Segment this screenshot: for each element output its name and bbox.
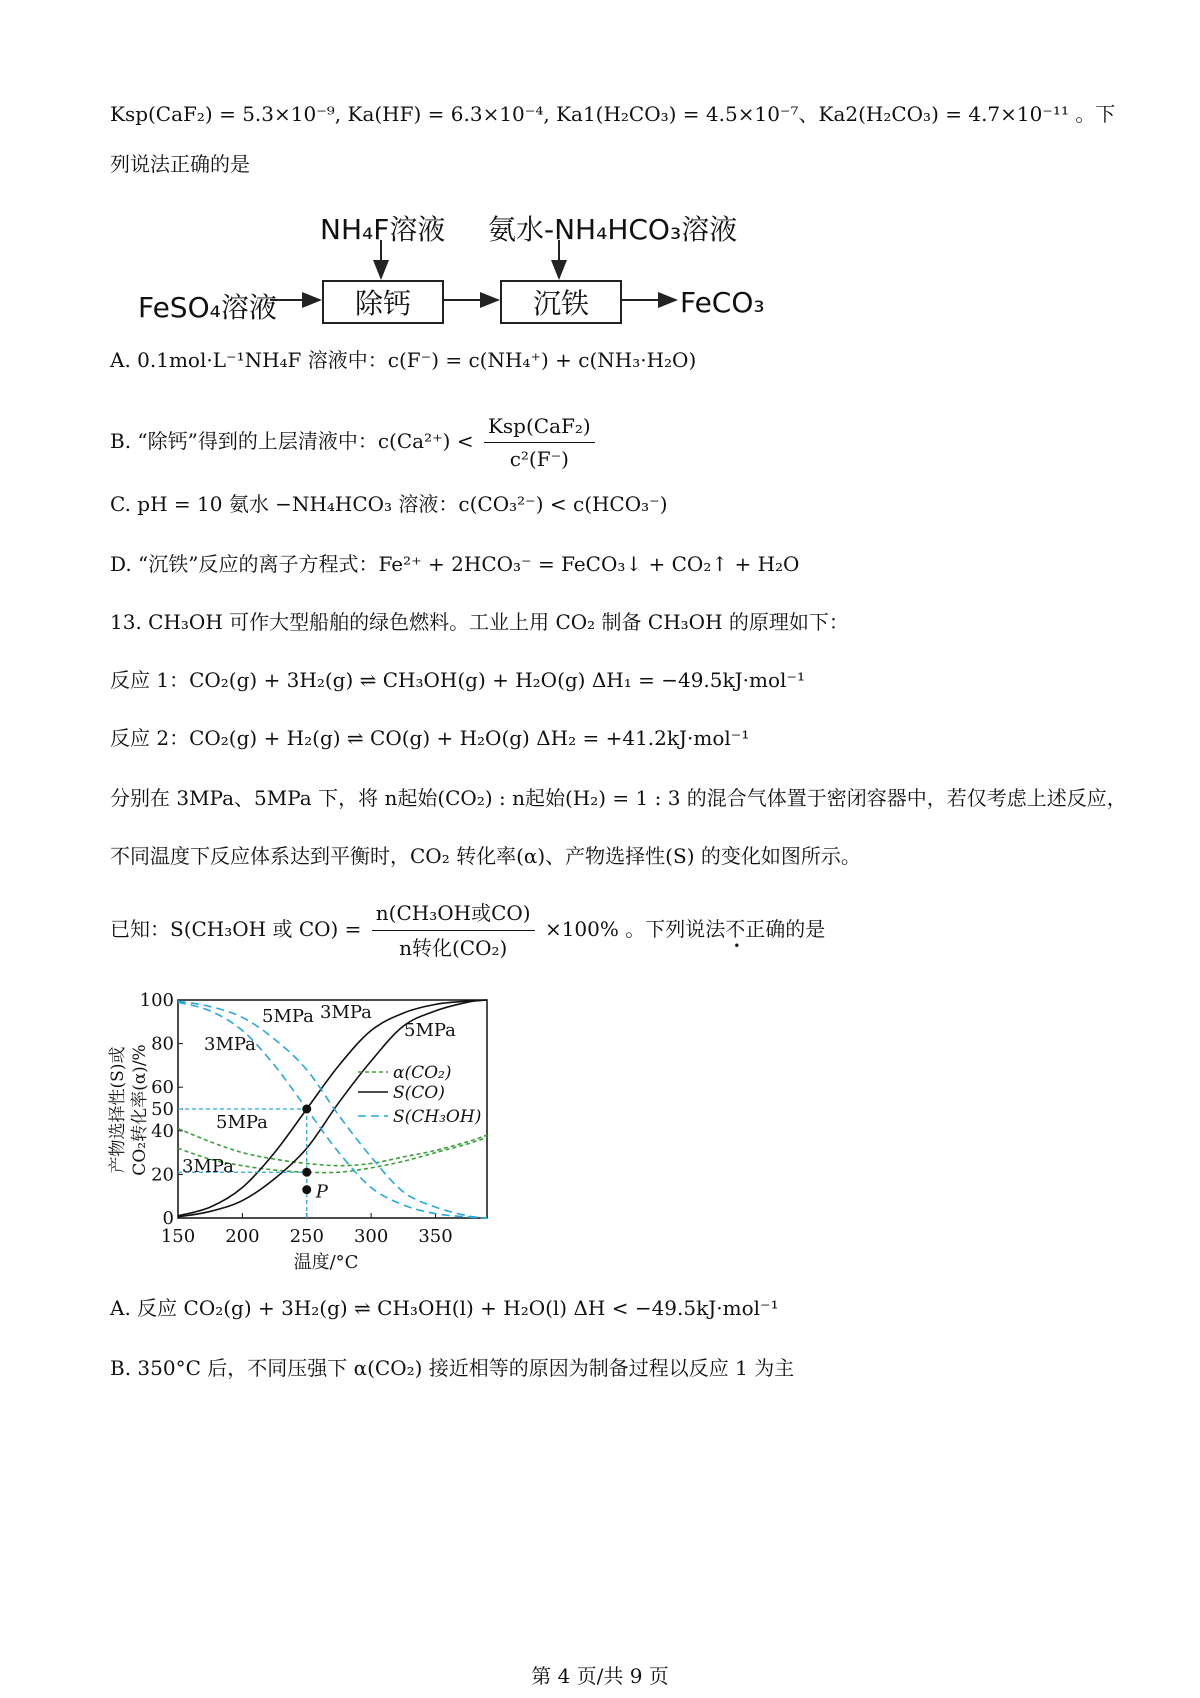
q12-option-b-fraction: [484, 412, 595, 473]
q12-option-d: D. “沉铁”反应的离子方程式：Fe²⁺ + 2HCO₃⁻ = FeCO₃↓ + CO₂↑ + H₂O: [110, 552, 800, 576]
q13-fraction-numerator: n(CH₃OH或CO): [372, 898, 535, 931]
q13-known-suffix-b: 正确的是: [745, 917, 826, 941]
x-tick-label: 250: [289, 1226, 324, 1247]
flow-arrows: [0, 0, 1200, 340]
y-axis-label-2: CO₂转化率(α)/%: [130, 1044, 150, 1176]
y-tick-label: 20: [151, 1164, 174, 1186]
ksp-constants: Ksp(CaF₂) = 5.3×10⁻⁹, Ka(HF) = 6.3×10⁻⁴, Ka1(H₂CO₃) = 4.5×10⁻⁷、Ka2(H₂CO₃) = 4.7×10⁻¹¹ 。下: [110, 102, 1116, 126]
q13-reaction-1: 反应 1：CO₂(g) + 3H₂(g) ⇌ CH₃OH(g) + H₂O(g) ΔH₁ = −49.5kJ·mol⁻¹: [110, 668, 805, 692]
y-tick-label: 40: [151, 1120, 174, 1142]
x-axis-label: 温度/°C: [293, 1252, 359, 1273]
question-12-stem-end: 列说法正确的是: [110, 152, 250, 176]
curve-label-1: 3MPa: [320, 1002, 372, 1023]
legend-label-1: S(CO): [393, 1083, 445, 1103]
x-tick-label: 150: [160, 1226, 196, 1247]
point-P: [302, 1185, 311, 1194]
curve-label-0: 5MPa: [262, 1006, 314, 1027]
y-tick-label: 100: [139, 990, 174, 1011]
q13-stem: 13. CH₃OH 可作大型船舶的绿色燃料。工业上用 CO₂ 制备 CH₃OH 的原理如下：: [110, 610, 849, 634]
curve-label-5: 3MPa: [182, 1156, 234, 1177]
legend-label-2: S(CH₃OH): [393, 1107, 482, 1127]
x-tick-label: 300: [353, 1226, 389, 1247]
y-tick-label: 50: [151, 1099, 174, 1120]
x-tick-label: 200: [225, 1226, 260, 1247]
y-tick-label: 80: [151, 1033, 174, 1055]
q13-known-prefix: 已知：S(CH₃OH 或 CO) =: [110, 917, 362, 941]
q13-fraction-denominator: n转化(CO₂): [399, 936, 508, 960]
legend-label-0: α(CO₂): [393, 1063, 452, 1083]
chart-labels: [182, 1002, 481, 1177]
y-tick-label: 60: [151, 1077, 174, 1099]
q13-selectivity-fraction: [372, 898, 535, 963]
data-point-1: [302, 1168, 311, 1177]
q13-description: 不同温度下反应体系达到平衡时，CO₂ 转化率(α)、产物选择性(S) 的变化如图所示。: [110, 844, 861, 868]
curve-label-3: 5MPa: [404, 1020, 456, 1041]
q12-option-b-denominator: c²(F⁻): [509, 447, 569, 471]
y-axis-label-1: 产物选择性(S)或: [108, 1046, 128, 1174]
q12-option-b: [110, 412, 599, 473]
curve-label-2: 3MPa: [204, 1034, 256, 1055]
q12-option-a: A. 0.1mol·L⁻¹NH₄F 溶液中：c(F⁻) = c(NH₄⁺) + c(NH₃·H₂O): [110, 348, 697, 372]
page-footer: 第 4 页/共 9 页: [531, 1664, 669, 1688]
flow-step-2-label: 沉铁: [532, 287, 589, 320]
data-point-0: [302, 1105, 311, 1114]
q13-emphasis-not: 不: [725, 917, 746, 941]
equilibrium-chart: [100, 990, 520, 1290]
point-p-label: P: [315, 1181, 328, 1203]
q12-option-c: C. pH = 10 氨水 −NH₄HCO₃ 溶液：c(CO₃²⁻) < c(HCO₃⁻): [110, 492, 668, 516]
flow-reagent-1: NH₄F溶液: [320, 213, 446, 246]
q13-reaction-2: 反应 2：CO₂(g) + H₂(g) ⇌ CO(g) + H₂O(g) ΔH₂ = +41.2kJ·mol⁻¹: [110, 726, 750, 750]
q12-option-b-text: B. “除钙”得到的上层清液中：c(Ca²⁺) <: [110, 429, 474, 453]
q13-known-suffix-a: ×100% 。下列说法: [544, 917, 726, 941]
q13-conditions: 分别在 3MPa、5MPa 下，将 n起始(CO₂) : n起始(H₂) = 1 : 3 的混合气体置于密闭容器中，若仅考虑上述反应，: [110, 786, 1127, 810]
q13-selectivity-definition: [110, 898, 825, 963]
flow-reagent-2: 氨水-NH₄HCO₃溶液: [488, 213, 738, 246]
curve-label-4: 5MPa: [216, 1112, 268, 1133]
x-tick-label: 350: [418, 1226, 453, 1247]
y-tick-label: 0: [162, 1208, 174, 1229]
flow-product: FeCO₃: [680, 286, 765, 319]
q13-option-a: A. 反应 CO₂(g) + 3H₂(g) ⇌ CH₃OH(l) + H₂O(l) ΔH < −49.5kJ·mol⁻¹: [110, 1296, 779, 1320]
flow-start: FeSO₄溶液: [138, 291, 277, 324]
q12-option-b-numerator: Ksp(CaF₂): [484, 412, 595, 443]
flow-step-1-label: 除钙: [354, 287, 411, 320]
q13-option-b: B. 350°C 后，不同压强下 α(CO₂) 接近相等的原因为制备过程以反应 1 为主: [110, 1356, 795, 1380]
